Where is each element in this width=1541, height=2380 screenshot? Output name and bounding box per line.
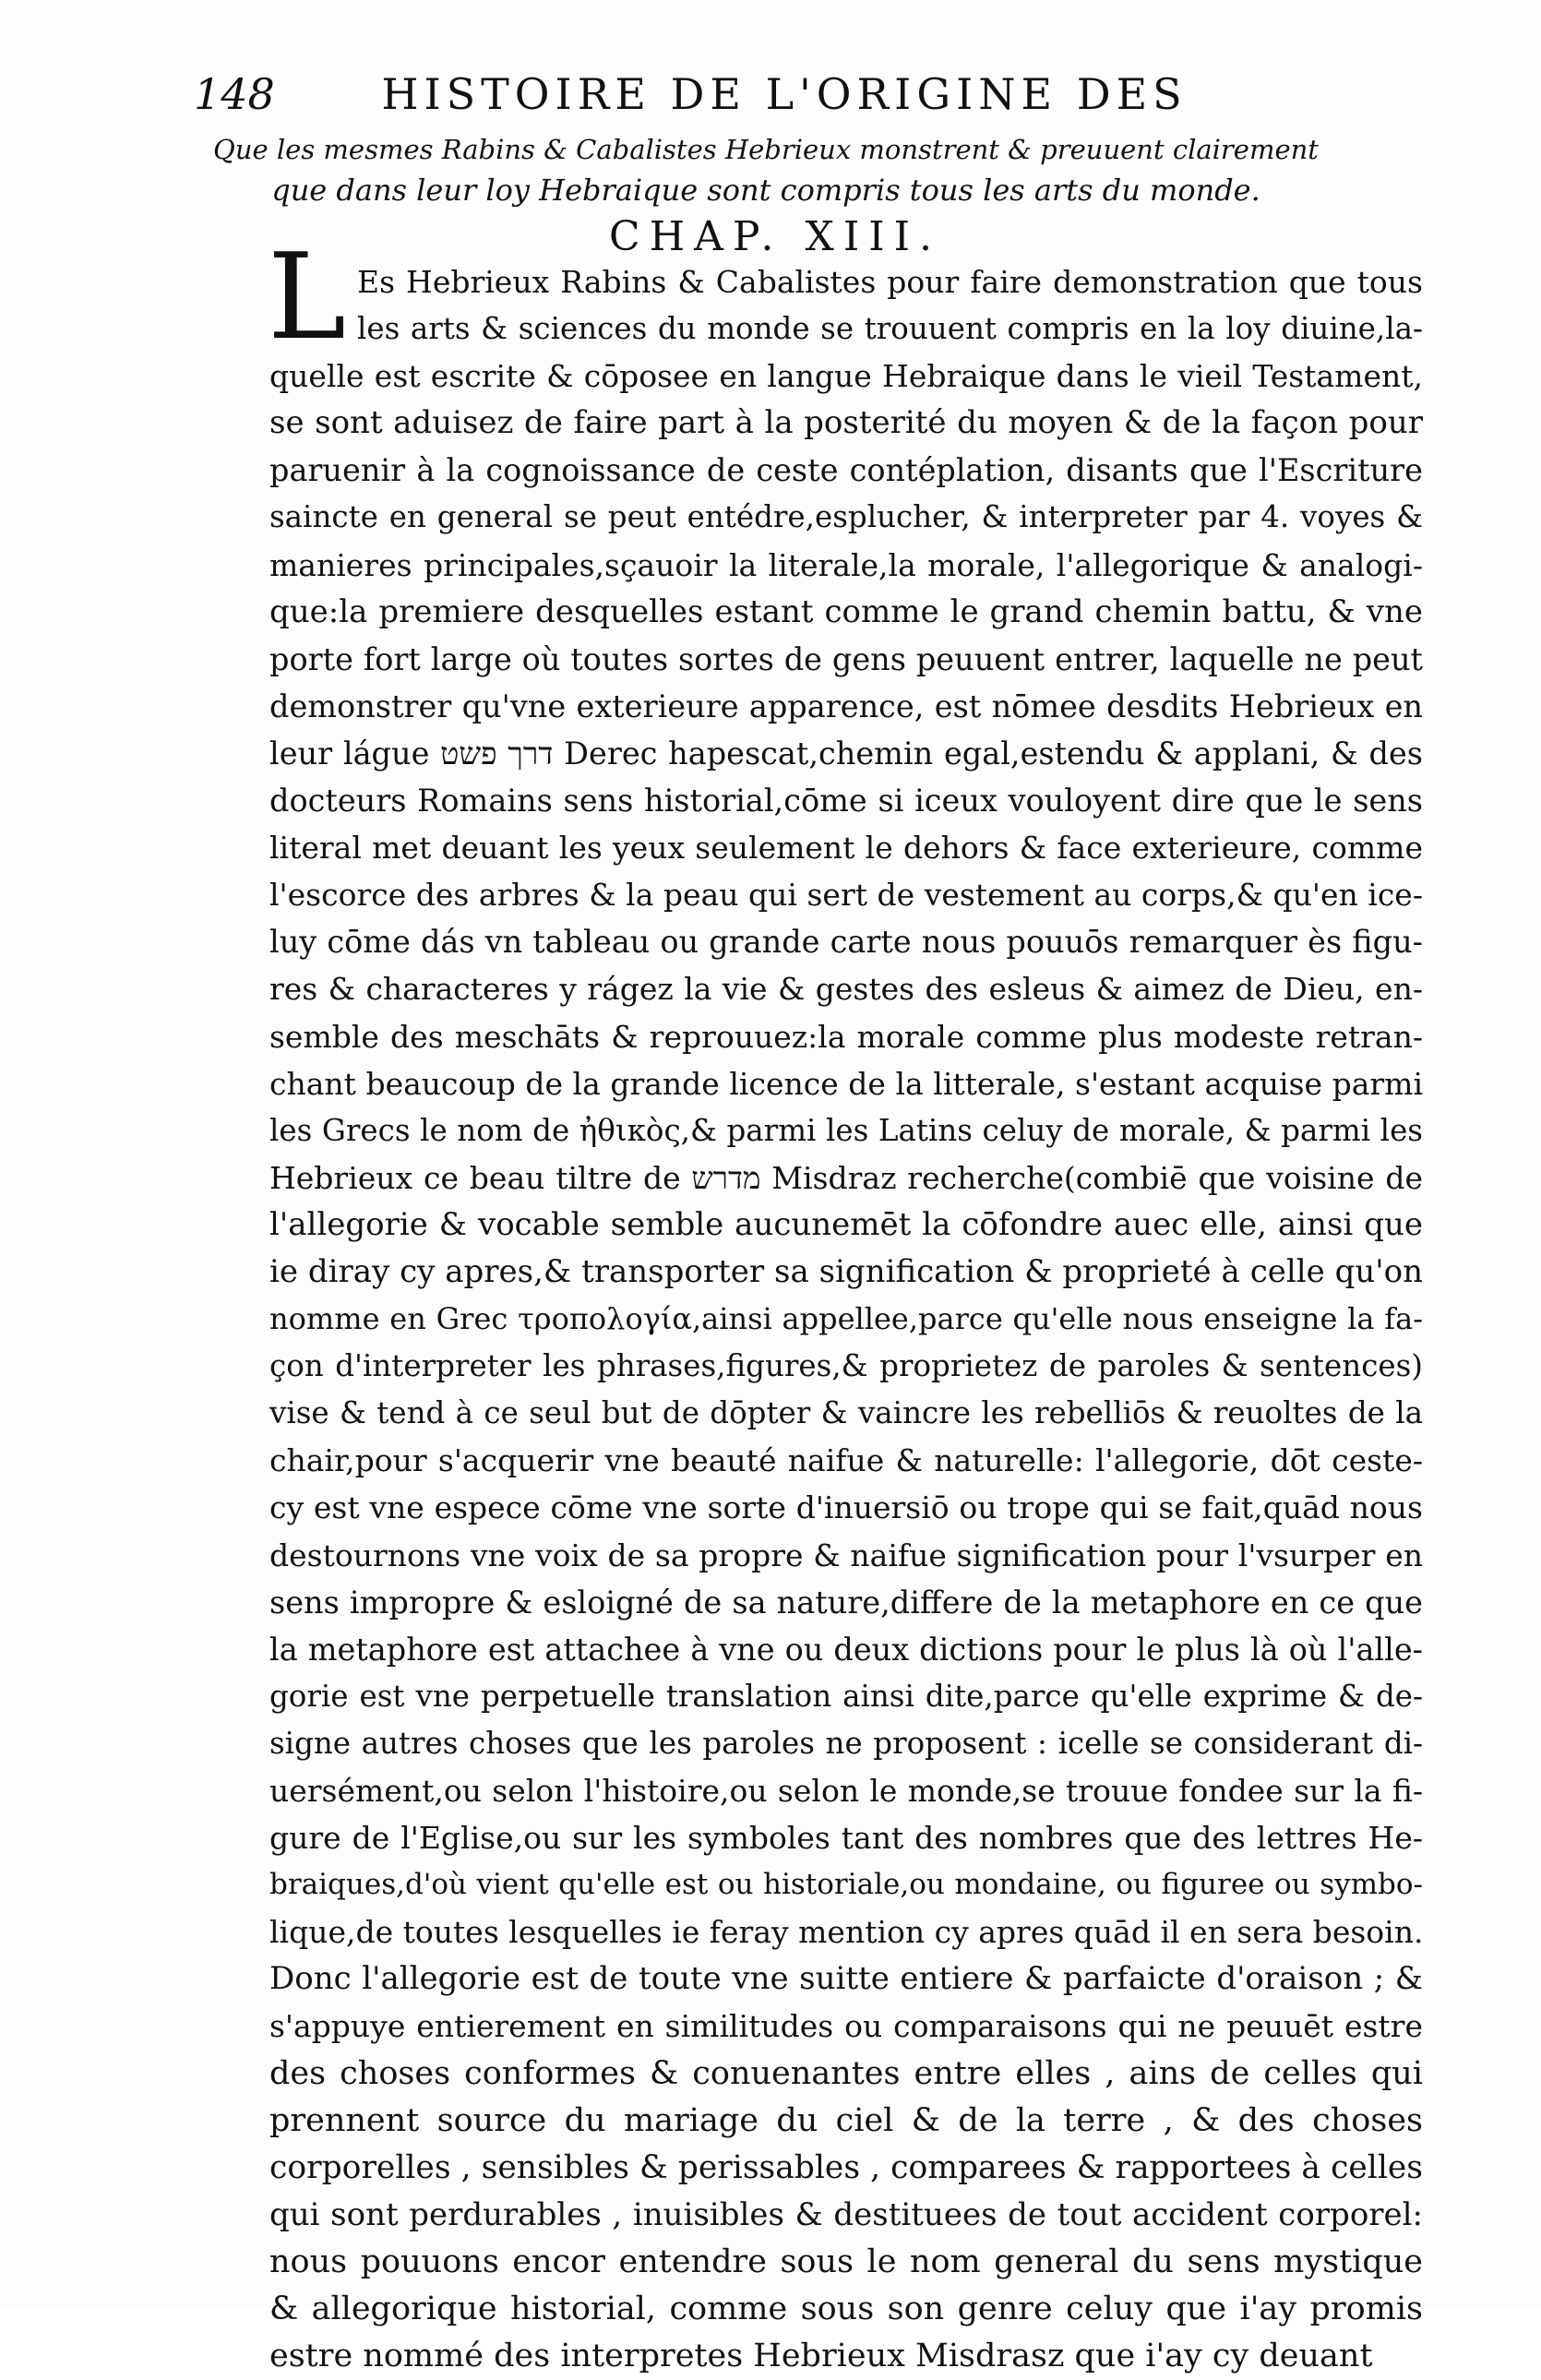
body-line: la metaphore est attachee à vne ou deux dictions pour le plus là où l'alle- — [269, 1631, 1423, 1668]
body-line: gure de l'Eglise,ou sur les symboles tant des nombres que des lettres He- — [269, 1820, 1423, 1857]
body-line: qui sont perdurables , inuisibles & destituees de tout accident corporel: — [269, 2195, 1423, 2233]
page-number: 148 — [194, 69, 275, 119]
body-line: nomme en Grec τροπολογία,ainsi appellee,parce qu'elle nous enseigne la fa- — [269, 1301, 1423, 1337]
body-line: saincte en general se peut entédre,esplucher, & interpreter par 4. voyes & — [269, 499, 1423, 535]
body-line: se sont aduisez de faire part à la posterité du moyen & de la façon pour — [269, 404, 1423, 442]
body-line: Hebrieux ce beau tiltre de מדרש Misdraz recherche(combiē que voisine de — [269, 1159, 1423, 1196]
body-line: docteurs Romains sens historial,cōme si iceux vouloyent dire que le sens — [269, 783, 1423, 819]
body-line: vise & tend à ce seul but de dōpter & vaincre les rebelliōs & reuoltes de la — [269, 1395, 1423, 1431]
body-line: que:la premiere desquelles estant comme le grand chemin battu, & vne — [269, 592, 1423, 630]
body-line: & allegorique historial, comme sous son genre celuy que i'ay promis — [269, 2290, 1423, 2328]
body-line: lique,de toutes lesquelles ie feray mention cy apres quād il en sera besoin. — [269, 1914, 1424, 1951]
body-line: gorie est vne perpetuelle translation ainsi dite,parce qu'elle exprime & de- — [269, 1678, 1423, 1714]
body-line: les Grecs le nom de ἠθικὸς,& parmi les Latins celuy de morale, & parmi les — [269, 1112, 1423, 1148]
body-line: cy est vne espece cōme vne sorte d'inuersiō ou trope qui se fait,quād nous — [269, 1489, 1423, 1526]
body-text — [269, 258, 1423, 2380]
chapter-heading: CHAP. XIII. — [609, 213, 941, 260]
body-line: leur lágue דרך פשט Derec hapescat,chemin egal,estendu & applani, & des — [269, 735, 1423, 771]
body-line: Donc l'allegorie est de toute vne suitte entiere & parfaicte d'oraison ; & — [269, 1960, 1423, 1998]
body-line: chant beaucoup de la grande licence de la litterale, s'estant acquise parmi — [269, 1065, 1423, 1102]
body-line: Es Hebrieux Rabins & Cabalistes pour faire demonstration que tous — [357, 264, 1423, 300]
body-line: l'allegorie & vocable semble aucunemēt la cōfondre auec elle, ainsi que — [269, 1205, 1423, 1243]
running-title: HISTOIRE DE L'ORIGINE DES — [381, 69, 1188, 119]
chapter-summary-line-1: Que les mesmes Rabins & Cabalistes Hebrieux monstrent & preuuent clairement — [213, 134, 1319, 165]
body-line: estre nommé des interpretes Hebrieux Misdrasz que i'ay cy deuant — [269, 2338, 1373, 2375]
body-line: sens impropre & esloigné de sa nature,differe de la metaphore en ce que — [269, 1584, 1423, 1621]
body-line: des choses conformes & conuenantes entre elles , ains de celles qui — [269, 2054, 1423, 2092]
body-line: signe autres choses que les paroles ne proposent : icelle se considerant di- — [269, 1725, 1423, 1761]
body-line: luy cōme dás vn tableau ou grande carte nous pouuōs remarquer ès figu- — [269, 924, 1423, 961]
body-line: uersément,ou selon l'histoire,ou selon le monde,se trouue fondee sur la fi- — [269, 1773, 1423, 1809]
body-line: quelle est escrite & cōposee en langue Hebraique dans le vieil Testament, — [269, 358, 1423, 395]
body-line: l'escorce des arbres & la peau qui sert de vestement au corps,& qu'en ice- — [269, 877, 1423, 914]
body-line: ie diray cy apres,& transporter sa signification & proprieté à celle qu'on — [269, 1252, 1423, 1290]
body-line: braiques,d'où vient qu'elle est ou historiale,ou mondaine, ou figuree ou symbo- — [269, 1868, 1423, 1902]
body-line: res & characteres y rágez la vie & gestes des esleus & aimez de Dieu, en- — [269, 971, 1423, 1008]
chapter-summary — [212, 129, 1320, 210]
body-line: literal met deuant les yeux seulement le dehors & face exterieure, comme — [269, 830, 1423, 867]
body-line: prennent source du mariage du ciel & de la terre , & des choses — [269, 2101, 1423, 2139]
body-line: s'appuye entierement en similitudes ou comparaisons qui ne peuuēt estre — [269, 2008, 1423, 2045]
body-line: demonstrer qu'vne exterieure apparence, est nōmee desdits Hebrieux en — [269, 688, 1423, 724]
body-line: paruenir à la cognoissance de ceste contéplation, disants que l'Escriture — [269, 452, 1423, 489]
body-line: corporelles , sensibles & perissables , comparees & rapportees à celles — [269, 2148, 1423, 2186]
chapter-summary-line-2: que dans leur loy Hebraique sont compris tous les arts du monde. — [271, 173, 1260, 208]
drop-capital: L — [268, 229, 346, 366]
body-line: manieres principales,sçauoir la literale,la morale, l'allegorique & analogi- — [269, 546, 1423, 583]
body-line: çon d'interpreter les phrases,figures,& proprietez de paroles & sentences) — [269, 1348, 1423, 1384]
body-line: nous pouuons encor entendre sous le nom general du sens mystique — [269, 2242, 1423, 2280]
body-line: chair,pour s'acquerir vne beauté naifue & naturelle: l'allegorie, dōt ceste- — [269, 1442, 1423, 1479]
body-line: les arts & sciences du monde se trouuent compris en la loy diuine,la- — [357, 311, 1423, 347]
body-line: destournons vne voix de sa propre & naifue signification pour l'vsurper en — [269, 1537, 1423, 1573]
body-line: porte fort large où toutes sortes de gens peuuent entrer, laquelle ne peut — [269, 640, 1423, 677]
page-header — [194, 66, 1273, 122]
body-line: semble des meschāts & reprouuez:la morale comme plus modeste retran- — [269, 1018, 1423, 1055]
